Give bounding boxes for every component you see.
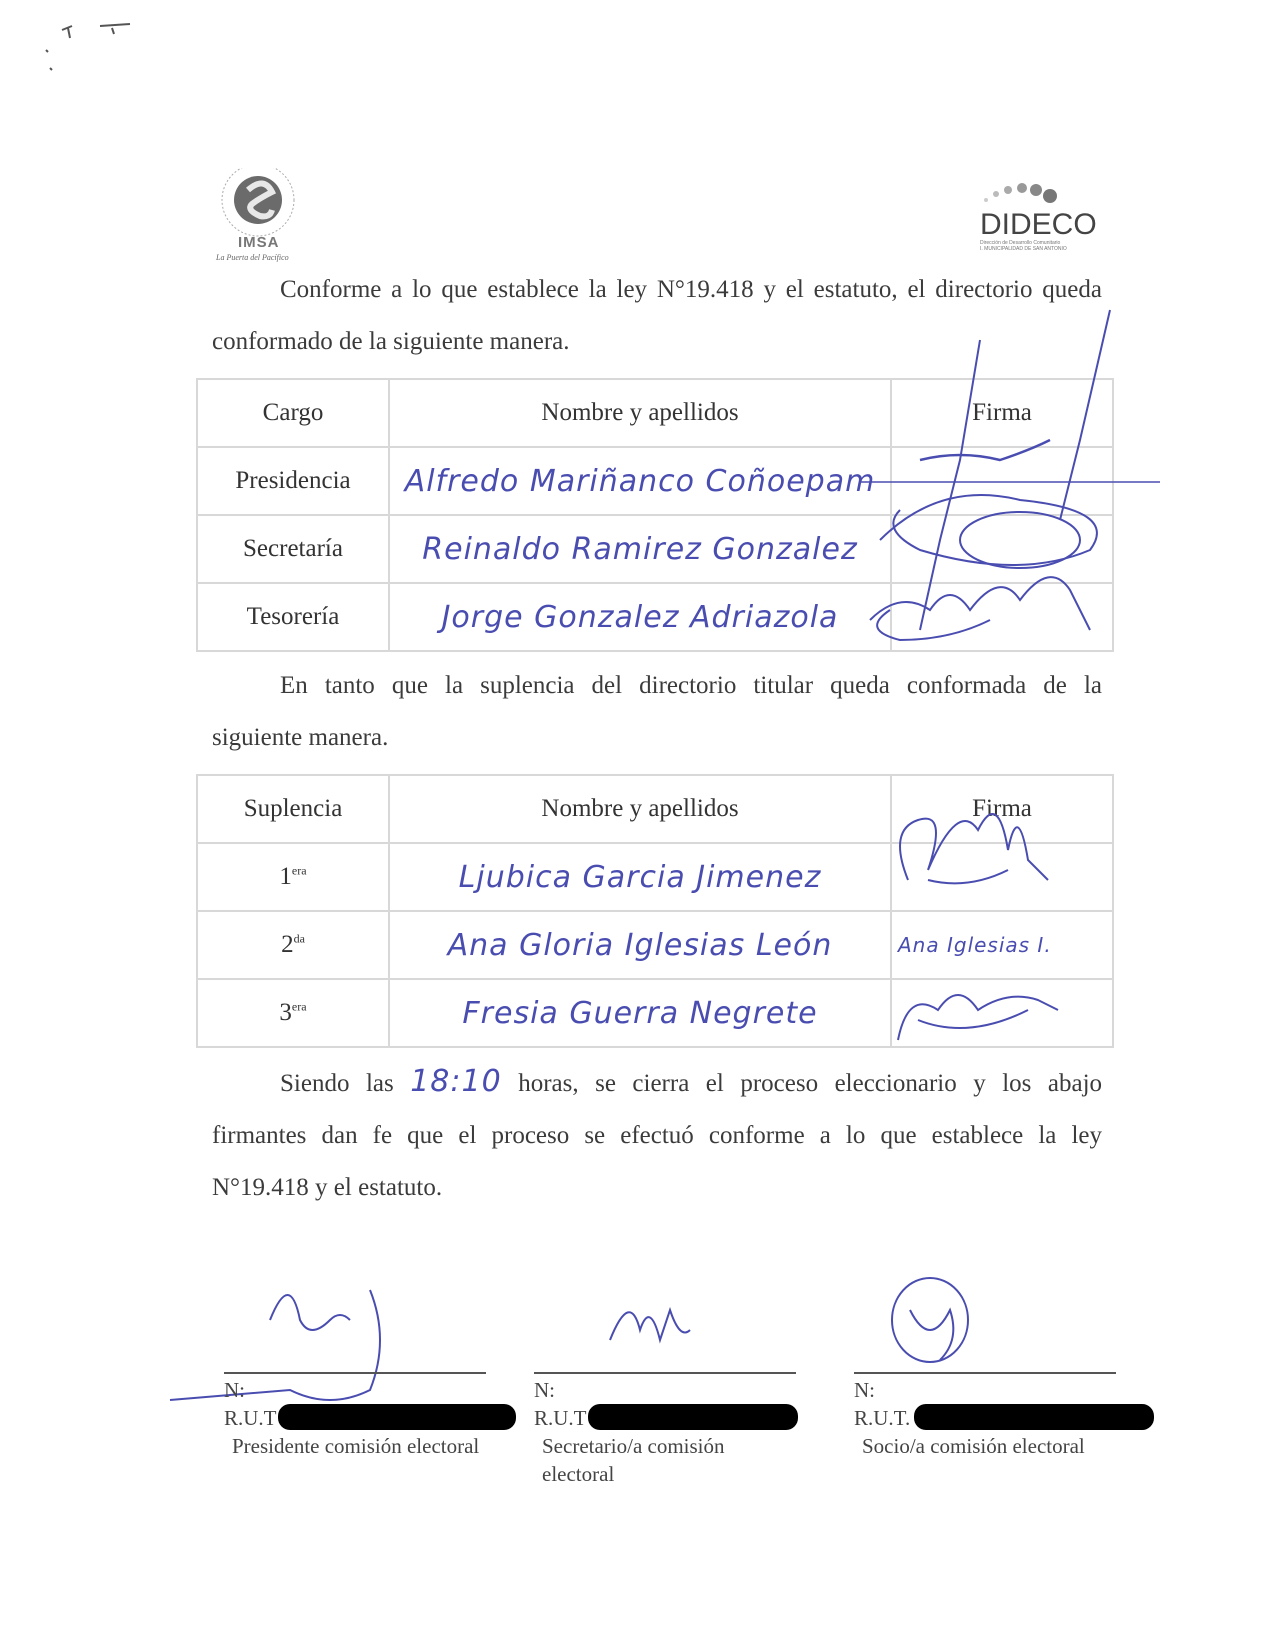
suplencia-num: 3 bbox=[279, 999, 292, 1026]
signature-line bbox=[224, 1372, 486, 1374]
header-suplencia: Suplencia bbox=[197, 775, 389, 843]
header-firma: Firma bbox=[891, 775, 1113, 843]
suplencia-line-2: siguiente manera. bbox=[212, 724, 389, 751]
suplencia-ordinal: era bbox=[291, 999, 307, 1014]
signature-rut-label: R.U.T. bbox=[854, 1406, 911, 1430]
signature-n-label: N: bbox=[224, 1378, 245, 1402]
closing-paragraph bbox=[212, 1056, 1102, 1214]
cargo-cell: Presidencia bbox=[197, 447, 389, 515]
suplencia-number-cell bbox=[197, 843, 389, 911]
signature-role: Secretario/a comisión electoral bbox=[542, 1434, 725, 1486]
nombre-cell: Ljubica Garcia Jimenez bbox=[389, 843, 891, 911]
signature-rut-label: R.U.T bbox=[534, 1406, 587, 1430]
signature-rut-label: R.U.T bbox=[224, 1406, 277, 1430]
signature-scribble-titular bbox=[860, 300, 1160, 670]
header-nombre: Nombre y apellidos bbox=[389, 379, 891, 447]
signature-n-label: N: bbox=[534, 1378, 555, 1402]
suplencia-number-cell bbox=[197, 911, 389, 979]
suplencia-num: 2 bbox=[281, 931, 294, 958]
firma-cell: Ana Iglesias I. bbox=[891, 911, 1113, 979]
header-cargo: Cargo bbox=[197, 379, 389, 447]
imsa-logo-name: IMSA bbox=[238, 234, 280, 251]
imsa-logo-tagline: La Puerta del Pacífico bbox=[216, 253, 289, 262]
suplencia-ordinal: da bbox=[293, 931, 305, 946]
redaction-bar bbox=[914, 1404, 1154, 1430]
signature-n-label: N: bbox=[854, 1378, 875, 1402]
header-firma: Firma bbox=[891, 379, 1113, 447]
suplencia-number-cell bbox=[197, 979, 389, 1047]
closing-pre: Siendo las bbox=[280, 1070, 394, 1097]
redaction-bar bbox=[588, 1404, 798, 1430]
signature-rut-row bbox=[534, 1404, 796, 1432]
redaction-bar bbox=[278, 1404, 516, 1430]
nombre-cell: Reinaldo Ramirez Gonzalez bbox=[389, 515, 891, 583]
signature-role: Socio/a comisión electoral bbox=[862, 1434, 1085, 1458]
signature-role: Presidente comisión electoral bbox=[232, 1434, 480, 1458]
header-nombre: Nombre y apellidos bbox=[389, 775, 891, 843]
signature-rut-row bbox=[854, 1404, 1116, 1432]
dideco-logo-name: DIDECO bbox=[980, 208, 1097, 241]
intro-line-1: Conforme a lo que establece la ley N°19.418 y el estatuto, el directorio queda bbox=[280, 276, 1102, 303]
suplencia-line-1: En tanto que la suplencia del directorio titular queda conformada de la bbox=[280, 672, 1102, 699]
closing-post: horas, se cierra el proceso eleccionario y los abajo bbox=[518, 1070, 1103, 1097]
closing-time: 18:10 bbox=[410, 1064, 502, 1099]
signature-block-secretario bbox=[534, 1372, 796, 1488]
signature-block-socio bbox=[854, 1372, 1116, 1460]
nombre-cell: Jorge Gonzalez Adriazola bbox=[389, 583, 891, 651]
nombre-cell: Alfredo Mariñanco Coñoepam bbox=[389, 447, 891, 515]
suplencia-num: 1 bbox=[279, 863, 292, 890]
signature-block-presidente bbox=[224, 1372, 486, 1460]
cargo-cell: Secretaría bbox=[197, 515, 389, 583]
closing-line-1 bbox=[212, 1056, 1102, 1110]
dideco-subtitle-line1: Dirección de Desarrollo Comunitario bbox=[980, 240, 1061, 246]
nombre-cell: Ana Gloria Iglesias León bbox=[389, 911, 891, 979]
dideco-subtitle-line2: I. MUNICIPALIDAD DE SAN ANTONIO bbox=[980, 246, 1067, 252]
nombre-cell: Fresia Guerra Negrete bbox=[389, 979, 891, 1047]
closing-line-2: firmantes dan fe que el proceso se efectuó conforme a lo que establece la ley bbox=[212, 1122, 1102, 1149]
dideco-logo-subtitle bbox=[980, 240, 1100, 252]
closing-line-3: N°19.418 y el estatuto. bbox=[212, 1174, 443, 1201]
intro-line-2: conformado de la siguiente manera. bbox=[212, 328, 570, 355]
signature-line bbox=[854, 1372, 1116, 1374]
suplencia-paragraph bbox=[212, 660, 1102, 764]
signature-scribble-suplencia bbox=[888, 790, 1088, 1060]
suplencia-ordinal: era bbox=[291, 863, 307, 878]
signature-rut-row bbox=[224, 1404, 486, 1432]
scan-mark bbox=[40, 20, 140, 80]
signature-line bbox=[534, 1372, 796, 1374]
cargo-cell: Tesorería bbox=[197, 583, 389, 651]
